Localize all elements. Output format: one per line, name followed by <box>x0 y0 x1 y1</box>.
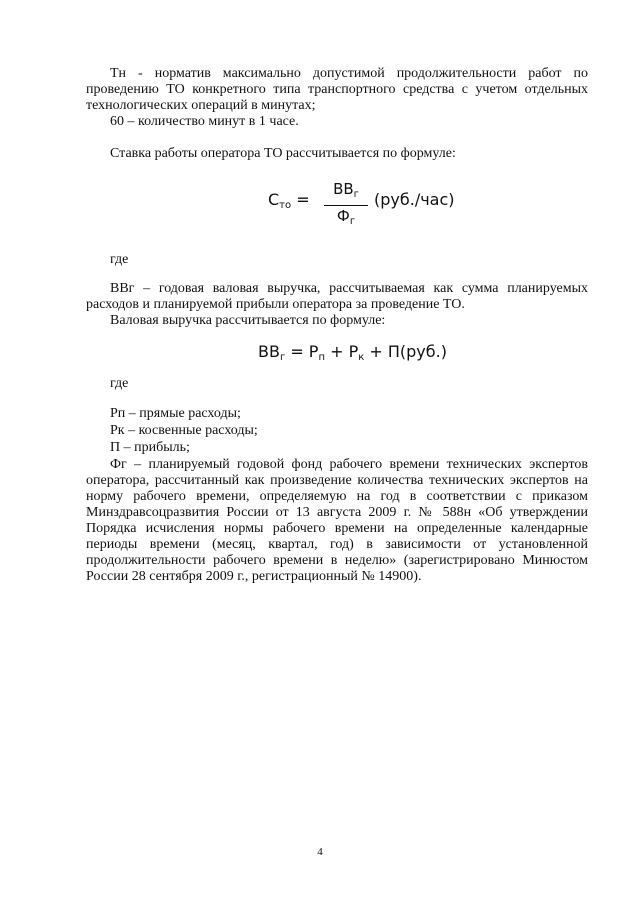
paragraph-fg-line-8: России 28 сентября 2009 г., регистрационный № 14900). <box>86 569 422 584</box>
where-label-2: где <box>110 376 129 391</box>
paragraph-vv-line-2: расходов и планируемой прибыли оператора за проведение ТО. <box>86 297 465 312</box>
revenue-intro: Валовая выручка рассчитывается по формуле: <box>110 313 386 328</box>
formula-revenue-term-1-sub: п <box>318 352 325 363</box>
formula-revenue-term-2-sub: к <box>358 352 365 363</box>
paragraph-tn-line-1: Тн - норматив максимально допустимой продолжительности работ по <box>110 66 588 81</box>
formula-rate-numerator: ВВ <box>333 180 354 198</box>
formula-rate-fraction <box>324 180 368 227</box>
definition-rk: Рк – косвенные расходы; <box>110 423 258 438</box>
formula-revenue-lhs: ВВ <box>258 342 280 361</box>
paragraph-fg-line-7: продолжительности рабочего времени в неделю» (зарегистрировано Минюстом <box>86 553 588 568</box>
where-label-1: где <box>110 252 129 267</box>
definition-rp: Рп – прямые расходы; <box>110 406 241 421</box>
formula-rate-denominator-sub: г <box>349 216 356 227</box>
paragraph-fg-line-6: периоды времени (месяц, квартал, год) в зависимости от установленной <box>86 537 588 552</box>
paragraph-vv-line-1: ВВг – годовая валовая выручка, рассчитываемая как сумма планируемых <box>110 281 588 296</box>
formula-rate-numerator-sub: г <box>353 189 359 200</box>
formula-rate-c-sub: то <box>279 200 292 211</box>
formula-revenue-term-2: + Р <box>330 342 359 361</box>
page-number: 4 <box>317 846 323 858</box>
formula-revenue-lhs-sub: г <box>279 352 286 363</box>
formula-revenue <box>258 342 447 368</box>
paragraph-tn-line-2: проведению ТО конкретного типа транспортного средства с учетом отдельных <box>86 82 588 97</box>
formula-rate-unit: (руб./час) <box>374 190 455 209</box>
paragraph-fg-line-2: оператора, рассчитанный как произведение количества технических экспертов на <box>86 473 588 488</box>
formula-rate-denominator: Ф <box>336 207 350 225</box>
formula-revenue-term-3: + П(руб.) <box>369 342 447 361</box>
rate-intro: Ставка работы оператора ТО рассчитывается по формуле: <box>110 146 456 161</box>
formula-rate-eq: = <box>296 190 310 209</box>
formula-rate-c: С <box>268 190 280 209</box>
paragraph-fg-line-3: норму рабочего времени, определяемую на год в соответствии с приказом <box>86 489 588 504</box>
formula-rate-lhs <box>268 190 310 216</box>
minutes-line: 60 – количество минут в 1 часе. <box>110 114 299 129</box>
paragraph-fg-line-5: Порядка исчисления нормы рабочего времени на определенные календарные <box>86 521 588 536</box>
paragraph-fg-line-4: Минздравсоцразвития России от 13 августа 2009 г. № 588н «Об утверждении <box>86 505 588 520</box>
paragraph-fg-line-1: Фг – планируемый годовой фонд рабочего времени технических экспертов <box>110 457 588 472</box>
paragraph-tn-line-3: технологических операций в минутах; <box>86 98 316 113</box>
definition-p: П – прибыль; <box>110 440 190 455</box>
formula-revenue-term-1: = Р <box>290 342 319 361</box>
fraction-bar <box>324 205 368 206</box>
